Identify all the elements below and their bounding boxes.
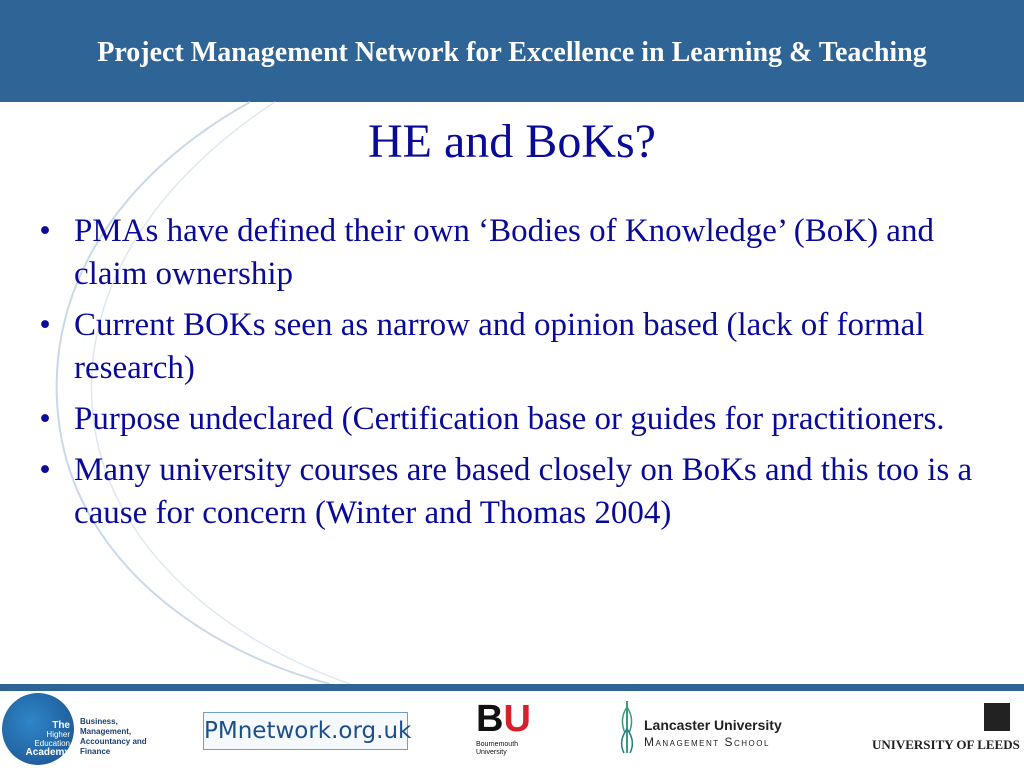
- hea-line: The: [52, 720, 70, 731]
- bu-name: [476, 741, 536, 757]
- bullet-text: Purpose undeclared (Certification base or guides for practitioners.: [74, 401, 945, 437]
- slide-title: HE and BoKs?: [368, 115, 656, 168]
- leeds-logo: [872, 703, 1018, 759]
- header-title: Project Management Network for Excellence in Learning & Teaching: [97, 37, 927, 68]
- bu-mark-u: U: [503, 698, 531, 740]
- bu-name-line: Bournemouth: [476, 741, 519, 748]
- bullet-item: [30, 210, 990, 296]
- hea-line: Higher: [46, 730, 70, 739]
- hea-logo: [2, 693, 152, 765]
- bullet-item: [30, 304, 990, 390]
- bu-mark: [476, 700, 532, 738]
- bullet-marker: •: [39, 401, 51, 437]
- bullet-text: PMAs have defined their own ‘Bodies of Knowledge’ (BoK) and claim ownership: [74, 213, 934, 292]
- bournemouth-logo: [476, 700, 536, 760]
- hea-circle: [2, 693, 74, 765]
- bu-name-line: University: [476, 749, 507, 756]
- leeds-name: UNIVERSITY OF LEEDS: [872, 737, 1020, 752]
- hea-side-line: Accountancy and: [80, 737, 147, 746]
- lancaster-stalk-icon: [616, 699, 638, 755]
- bullet-marker: •: [39, 452, 51, 488]
- pmnetwork-logo: PMnetwork.org.uk: [203, 712, 408, 750]
- bullet-text: Current BOKs seen as narrow and opinion based (lack of formal research): [74, 307, 925, 386]
- bullet-item: [30, 398, 990, 441]
- bullet-marker: •: [39, 213, 51, 249]
- hea-line: Academy: [25, 747, 70, 758]
- lancaster-subtitle: Management School: [644, 735, 770, 749]
- bullet-text: Many university courses are based closely on BoKs and this too is a cause for concern (Winter and Thomas 2004): [74, 452, 973, 531]
- hea-side-line: Business,: [80, 717, 118, 726]
- bullet-marker: •: [39, 307, 51, 343]
- bullet-list: [30, 210, 990, 543]
- hea-line: Education: [34, 739, 70, 748]
- hea-side-line: Finance: [80, 747, 111, 756]
- footer-rule: [0, 684, 1024, 691]
- lancaster-name: Lancaster University: [644, 717, 782, 733]
- header-bar: [0, 0, 1024, 102]
- hea-subject-text: [80, 717, 150, 757]
- lancaster-logo: [616, 699, 796, 761]
- hea-circle-text: [26, 721, 70, 757]
- bullet-item: [30, 449, 990, 535]
- hea-side-line: Management,: [80, 727, 132, 736]
- bu-mark-b: B: [476, 698, 504, 740]
- footer-logos: [0, 691, 1024, 768]
- leeds-crest-icon: [984, 703, 1010, 731]
